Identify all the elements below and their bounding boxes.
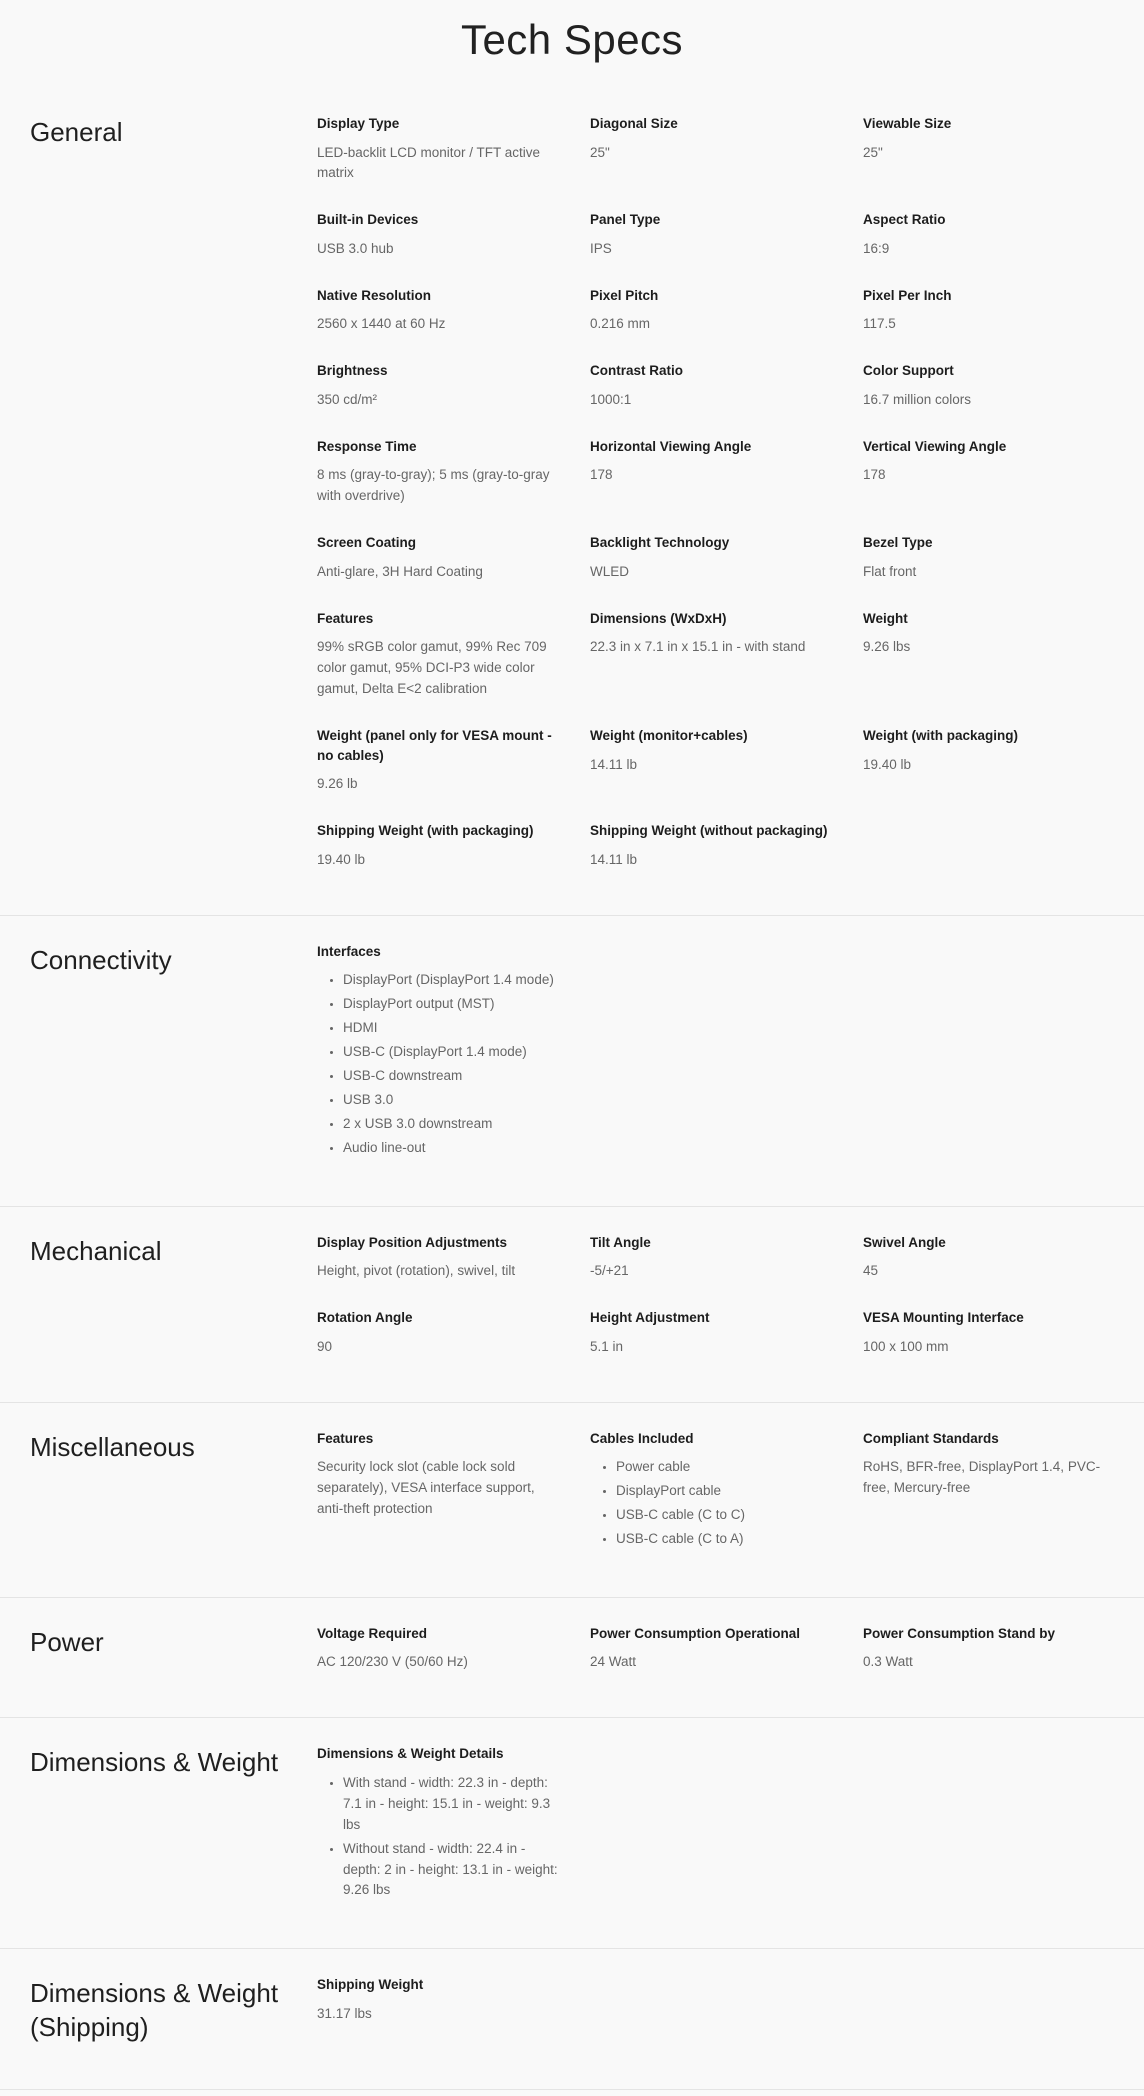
spec-value: 19.40 lb — [317, 851, 366, 867]
spec-item — [863, 726, 1108, 775]
spec-label: Shipping Weight (without packaging) — [590, 823, 828, 839]
spec-value: Anti-glare, 3H Hard Coating — [317, 563, 483, 579]
spec-item — [590, 1429, 835, 1553]
spec-grid-dimensions-weight-shipping — [317, 1975, 1108, 2024]
spec-value: 178 — [590, 467, 613, 483]
spec-item — [317, 726, 562, 795]
spec-value: 100 x 100 mm — [863, 1338, 949, 1354]
spec-item — [317, 286, 562, 335]
bullet-list — [317, 1773, 562, 1902]
list-item: • 2 x USB 3.0 downstream — [343, 1114, 562, 1135]
spec-label: Vertical Viewing Angle — [863, 438, 1007, 454]
section-title-power: Power — [30, 1626, 104, 1657]
spec-item — [590, 1233, 835, 1282]
spec-grid-general — [317, 114, 1108, 871]
spec-item — [590, 726, 835, 775]
spec-label: Weight (panel only for VESA mount - no cables) — [317, 728, 552, 763]
spec-value: 25" — [863, 144, 883, 160]
spec-value: USB 3.0 hub — [317, 240, 394, 256]
spec-label: Native Resolution — [317, 287, 432, 303]
spec-item — [317, 609, 562, 700]
spec-label: Diagonal Size — [590, 116, 678, 131]
spec-value: 16.7 million colors — [863, 391, 972, 407]
spec-label: Color Support — [863, 363, 954, 379]
section-dimensions-weight — [0, 1717, 1144, 1948]
spec-value: RoHS, BFR-free, DisplayPort 1.4, PVC-free, Mercury-free — [863, 1459, 1101, 1495]
spec-label: Shipping Weight (with packaging) — [317, 823, 534, 839]
spec-item — [317, 437, 562, 507]
spec-value: Security lock slot (cable lock sold separately), VESA interface support, anti-theft protection — [317, 1459, 535, 1516]
spec-label: Backlight Technology — [590, 535, 730, 551]
spec-label: Height Adjustment — [590, 1310, 710, 1326]
spec-label: Power Consumption Operational — [590, 1625, 801, 1641]
spec-value: WLED — [590, 563, 630, 579]
section-title-dimensions-weight: Dimensions & Weight — [30, 1747, 279, 1778]
spec-item — [317, 1429, 562, 1520]
spec-item — [317, 114, 562, 184]
spec-label: Tilt Angle — [590, 1234, 651, 1250]
spec-label: Display Position Adjustments — [317, 1234, 508, 1250]
spec-value: 0.216 mm — [590, 316, 651, 332]
spec-item — [590, 1624, 835, 1673]
spec-label: Rotation Angle — [317, 1310, 413, 1326]
spec-grid-miscellaneous — [317, 1429, 1108, 1553]
spec-item — [317, 942, 562, 1162]
spec-value: 25" — [590, 144, 610, 160]
section-title-dimensions-weight-shipping: Dimensions & Weight (Shipping) — [30, 1978, 279, 2043]
spec-item — [863, 1233, 1108, 1282]
section-title-mechanical: Mechanical — [30, 1235, 162, 1266]
spec-item — [317, 533, 562, 582]
spec-item — [317, 361, 562, 410]
spec-label: Compliant Standards — [863, 1430, 999, 1446]
list-item: • USB-C downstream — [343, 1066, 562, 1087]
section-mechanical — [0, 1206, 1144, 1402]
spec-value: 9.26 lbs — [863, 639, 911, 655]
spec-value: 350 cd/m² — [317, 391, 378, 407]
spec-value: 22.3 in x 7.1 in x 15.1 in - with stand — [590, 639, 806, 655]
list-item: • DisplayPort (DisplayPort 1.4 mode) — [343, 970, 562, 991]
spec-item — [863, 437, 1108, 486]
spec-item — [863, 361, 1108, 410]
spec-item — [317, 821, 562, 870]
spec-value: 45 — [863, 1263, 879, 1279]
spec-label: Display Type — [317, 116, 400, 131]
spec-label: Aspect Ratio — [863, 212, 946, 228]
list-item: • Audio line-out — [343, 1138, 562, 1159]
spec-value: 31.17 lbs — [317, 2005, 372, 2021]
spec-label: Panel Type — [590, 212, 661, 228]
section-title-miscellaneous: Miscellaneous — [30, 1431, 195, 1462]
spec-label: Dimensions (WxDxH) — [590, 610, 727, 626]
spec-label: Bezel Type — [863, 535, 933, 551]
section-general — [0, 88, 1144, 915]
bullet-list — [590, 1457, 835, 1550]
spec-item — [317, 1308, 562, 1357]
spec-item — [863, 609, 1108, 658]
spec-label: Weight (with packaging) — [863, 728, 1018, 744]
spec-value: 5.1 in — [590, 1338, 624, 1354]
spec-item — [863, 533, 1108, 582]
spec-value: 8 ms (gray-to-gray); 5 ms (gray-to-gray with overdrive) — [317, 467, 550, 504]
section-connectivity — [0, 915, 1144, 1206]
spec-label: Pixel Pitch — [590, 287, 659, 303]
spec-value: 9.26 lb — [317, 776, 358, 792]
spec-item — [863, 286, 1108, 335]
list-item: • DisplayPort cable — [616, 1481, 835, 1502]
spec-label: Weight (monitor+cables) — [590, 728, 748, 744]
list-item: • Power cable — [616, 1457, 835, 1478]
spec-value: Height, pivot (rotation), swivel, tilt — [317, 1263, 516, 1279]
spec-label: Shipping Weight — [317, 1977, 424, 1993]
spec-value: 14.11 lb — [590, 851, 638, 867]
spec-value: -5/+21 — [590, 1263, 629, 1279]
spec-item — [863, 1624, 1108, 1673]
spec-item — [590, 361, 835, 410]
spec-grid-dimensions-weight — [317, 1744, 1108, 1904]
spec-grid-mechanical — [317, 1233, 1108, 1358]
spec-value: 24 Watt — [590, 1654, 637, 1670]
section-miscellaneous — [0, 1402, 1144, 1597]
spec-label: Interfaces — [317, 943, 381, 959]
spec-value: 14.11 lb — [590, 756, 638, 772]
spec-label: Pixel Per Inch — [863, 287, 952, 303]
spec-value: 16:9 — [863, 240, 890, 256]
spec-item — [590, 210, 835, 259]
list-item: • USB-C cable (C to A) — [616, 1529, 835, 1550]
spec-item — [590, 609, 835, 658]
spec-value: 90 — [317, 1338, 333, 1354]
spec-label: Viewable Size — [863, 116, 952, 131]
spec-item — [863, 1308, 1108, 1357]
spec-label: Cables Included — [590, 1430, 694, 1446]
section-dimensions-weight-shipping — [0, 1948, 1144, 2090]
spec-label: Features — [317, 1430, 374, 1446]
spec-label: Power Consumption Stand by — [863, 1625, 1056, 1641]
spec-label: Weight — [863, 610, 908, 626]
spec-item — [317, 1624, 562, 1673]
spec-value: 117.5 — [863, 316, 896, 332]
spec-value: IPS — [590, 240, 612, 256]
list-item: • Without stand - width: 22.4 in - depth: 2 in - height: 13.1 in - weight: 9.26 lbs — [343, 1839, 562, 1902]
list-item: • USB-C cable (C to C) — [616, 1505, 835, 1526]
spec-item — [590, 1308, 835, 1357]
spec-item — [317, 1233, 562, 1282]
section-power — [0, 1597, 1144, 1717]
spec-label: Built-in Devices — [317, 212, 419, 228]
spec-item — [590, 286, 835, 335]
section-title-connectivity: Connectivity — [30, 944, 172, 975]
spec-item — [317, 210, 562, 259]
spec-item — [317, 1975, 562, 2024]
spec-grid-connectivity — [317, 942, 1108, 1162]
spec-label: Features — [317, 610, 374, 626]
spec-value: 1000:1 — [590, 391, 632, 407]
spec-item — [863, 114, 1108, 163]
list-item: • HDMI — [343, 1018, 562, 1039]
section-title-general: General — [30, 117, 123, 147]
spec-value: 99% sRGB color gamut, 99% Rec 709 color gamut, 95% DCI-P3 wide color gamut, Delta E<2 calibration — [317, 639, 547, 697]
spec-value: LED-backlit LCD monitor / TFT active matrix — [317, 144, 541, 181]
spec-value: AC 120/230 V (50/60 Hz) — [317, 1654, 468, 1670]
spec-label: Horizontal Viewing Angle — [590, 438, 752, 454]
spec-item — [590, 437, 835, 486]
spec-item — [863, 210, 1108, 259]
spec-value: Flat front — [863, 563, 917, 579]
spec-label: Dimensions & Weight Details — [317, 1746, 504, 1762]
spec-item — [317, 1744, 562, 1904]
spec-value: 19.40 lb — [863, 756, 912, 772]
list-item: • DisplayPort output (MST) — [343, 994, 562, 1015]
bullet-list — [317, 970, 562, 1158]
spec-item — [590, 114, 835, 163]
list-item: • With stand - width: 22.3 in - depth: 7.1 in - height: 15.1 in - weight: 9.3 lbs — [343, 1773, 562, 1836]
list-item: • USB 3.0 — [343, 1090, 562, 1111]
spec-label: Response Time — [317, 438, 417, 454]
spec-value: 178 — [863, 467, 886, 483]
spec-grid-power — [317, 1624, 1108, 1673]
spec-label: Brightness — [317, 363, 388, 379]
spec-item — [590, 821, 835, 870]
spec-value: 2560 x 1440 at 60 Hz — [317, 316, 446, 332]
spec-label: VESA Mounting Interface — [863, 1310, 1024, 1326]
spec-label: Contrast Ratio — [590, 363, 684, 379]
spec-value: 0.3 Watt — [863, 1654, 913, 1670]
spec-item — [863, 1429, 1108, 1499]
spec-label: Voltage Required — [317, 1625, 428, 1641]
list-item: • USB-C (DisplayPort 1.4 mode) — [343, 1042, 562, 1063]
page-title: Tech Specs — [460, 16, 684, 63]
spec-item — [590, 533, 835, 582]
spec-label: Swivel Angle — [863, 1234, 946, 1250]
spec-label: Screen Coating — [317, 535, 417, 551]
